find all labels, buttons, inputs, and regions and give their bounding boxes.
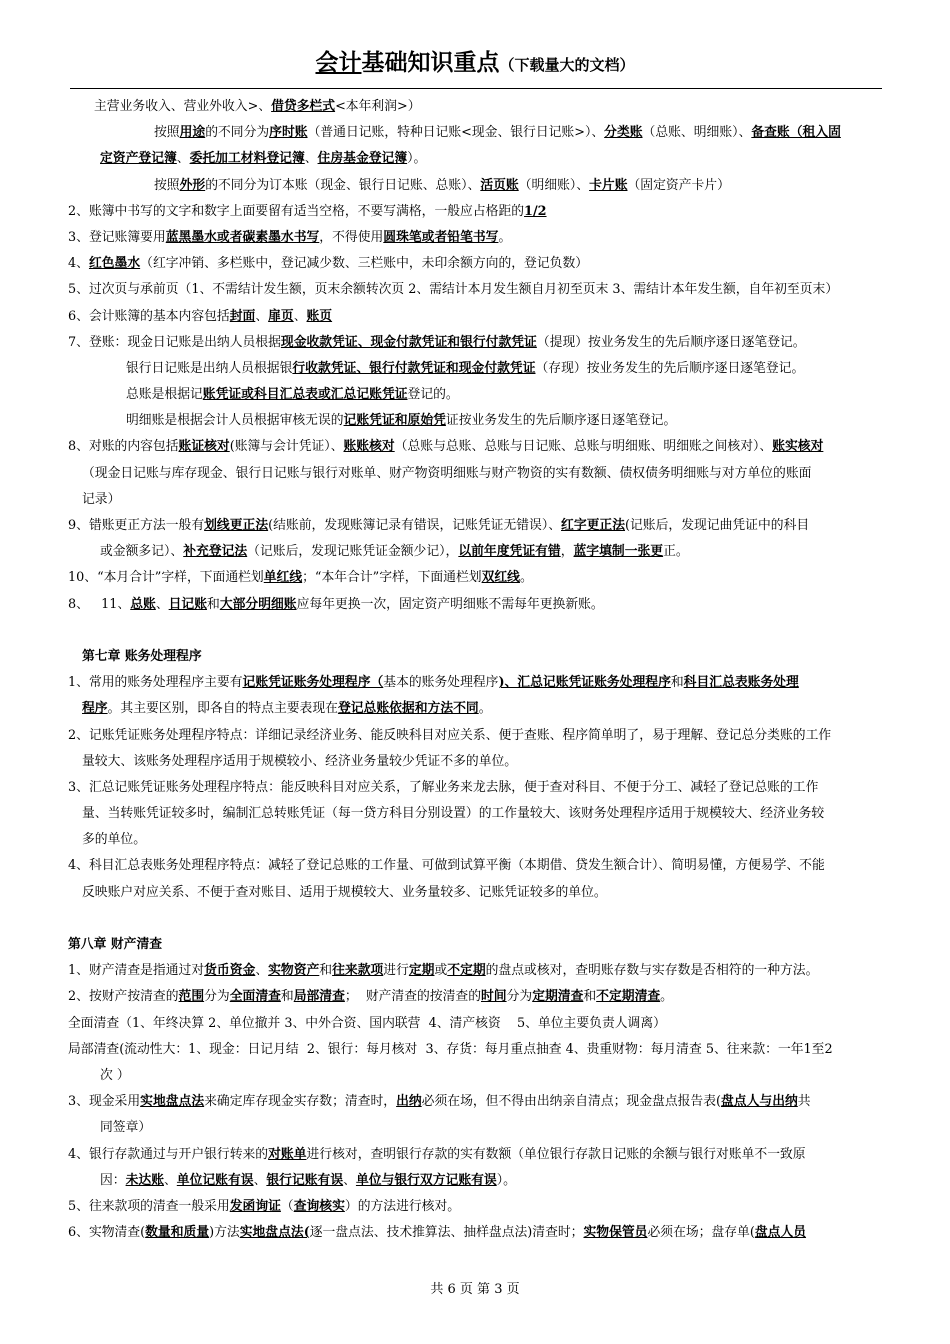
text-line: 5、往来款项的清查一般采用发函询证（查询核实）的方法进行核对。 — [68, 1198, 461, 1214]
text-line: 8、对账的内容包括账证核对(账簿与会计凭证）、账账核对（总账与总账、总账与日记账、总账与明细账、明细账之间核对）、账实核对 — [68, 439, 824, 455]
text-line: 反映账户对应关系、不便于查对账目、适用于规模较大、业务量较多、记账凭证较多的单位。 — [82, 884, 607, 900]
text-line: 4、红色墨水（红字冲销、多栏账中，登记减少数、三栏账中，未印余额方向的，登记负数） — [68, 256, 589, 272]
text-line: 或金额多记）、补充登记法（记账后，发现记账凭证金额少记），以前年度凭证有错，蓝字填制一张更正。 — [100, 544, 689, 560]
page-header — [0, 44, 950, 77]
text-line: 3、现金采用实地盘点法来确定库存现金实存数；清查时，出纳必须在场，但不得由出纳亲自清点；现金盘点报告表(盘点人与出纳共 — [68, 1094, 811, 1110]
page-subtitle: （下载量大的文档） — [499, 56, 635, 74]
text-line: 2、记账凭证账务处理程序特点：详细记录经济业务、能反映科目对应关系、便于查账、程序简单明了，易于理解、登记总分类账的工作 — [68, 727, 832, 743]
text-line: 6、实物清查(数量和质量)方法实地盘点法(逐一盘点法、技术推算法、抽样盘点法)清查时；实物保管员必须在场；盘存单(盘点人员 — [68, 1225, 807, 1241]
text-line: （现金日记账与库存现金、银行日记账与银行对账单、财产物资明细账与财产物资的实有数额、债权债务明细账与对方单位的账面 — [82, 465, 812, 481]
text-line: 按照外形的不同分为订本账（现金、银行日记账、总账）、活页账（明细账）、卡片账（固定资产卡片） — [154, 177, 730, 193]
text-line: 1、常用的账务处理程序主要有记账凭证账务处理程序（基本的账务处理程序)、汇总记账凭证账务处理程序和科目汇总表账务处理 — [68, 675, 799, 691]
title-underlined-part: 会计 — [315, 50, 362, 76]
page-title — [315, 50, 499, 76]
text-line: 4、银行存款通过与开户银行转来的对账单进行核对，查明银行存款的实有数额（单位银行存款日记账的余额与银行对账单不一致原 — [68, 1146, 806, 1162]
text-line: 总账是根据记账凭证或科目汇总表或汇总记账凭证登记的。 — [126, 387, 459, 403]
text-line: 明细账是根据会计人员根据审核无误的记账凭证和原始凭证按业务发生的先后顺序逐日逐笔登记。 — [126, 413, 677, 429]
text-line: 4、科目汇总表账务处理程序特点：减轻了登记总账的工作量、可做到试算平衡（本期借、贷发生额合计）、简明易懂，方便易学、不能 — [68, 858, 825, 874]
text-line: 3、登记账簿要用蓝黑墨水或者碳素墨水书写，不得使用圆珠笔或者铅笔书写。 — [68, 229, 512, 245]
blank-line — [68, 906, 884, 932]
text-line: 量、当转账凭证较多时，编制汇总转账凭证（每一贷方科目分别设置）的工作量较大、该财务处理程序适用于规模较大、经济业务较 — [82, 806, 825, 822]
text-line: 程序。其主要区别，即各自的特点主要表现在登记总账依据和方法不同。 — [82, 701, 492, 717]
text-line: 银行日记账是出纳人员根据银行收款凭证、银行付款凭证和现金付款凭证（存现）按业务发生的先后顺序逐日逐笔登记。 — [126, 360, 805, 376]
text-line: 2、按财产按清查的范围分为全面清查和局部清查； 财产清查的按清查的时间分为定期清查和不定期清查。 — [68, 989, 673, 1005]
text-line: 3、汇总记账凭证账务处理程序特点：能反映科目对应关系，了解业务来龙去脉，便于查对科目、不便于分工、减轻了登记总账的工作 — [68, 779, 819, 795]
text-line: 全面清查（1、年终决算 2、单位撤并 3、中外合资、国内联营 4、清产核资 5、单位主要负责人调离） — [68, 1015, 666, 1031]
text-line: 定资产登记簿、委托加工材料登记簿、住房基金登记簿）。 — [100, 151, 427, 167]
text-line: 10、“本月合计”字样，下面通栏划单红线；“本年合计”字样，下面通栏划双红线。 — [68, 570, 533, 586]
text-line: 8、 11、总账、日记账和大部分明细账应每年更换一次，固定资产明细账不需每年更换新账。 — [68, 596, 604, 612]
text-line: 9、错账更正方法一般有划线更正法(结账前，发现账簿记录有错误，记账凭证无错误）、红字更正法(记账后，发现记曲凭证中的科目 — [68, 518, 810, 533]
text-line: 量较大、该账务处理程序适用于规模较小、经济业务量较少凭证不多的单位。 — [82, 753, 518, 769]
text-line: 多的单位。 — [82, 832, 146, 848]
blank-line — [68, 618, 884, 644]
text-line: 同签章） — [100, 1120, 152, 1136]
text-line: 6、会计账簿的基本内容包括封面、扉页、账页 — [68, 308, 333, 324]
text-line: 次 ） — [100, 1067, 130, 1083]
text-line: 5、过次页与承前页（1、不需结计发生额，页末余额转次页 2、需结计本月发生额自月初至页末 3、需结计本年发生额，自年初至页末） — [68, 282, 839, 298]
text-line: 1、财产清查是指通过对货币资金、实物资产和往来款项进行定期或不定期的盘点或核对，查明账存数与实存数是否相符的一种方法。 — [68, 963, 819, 979]
title-rest: 基础知识重点 — [361, 50, 500, 76]
text-line: 7、登账：现金日记账是出纳人员根据现金收款凭证、现金付款凭证和银行付款凭证（提现）按业务发生的先后顺序逐日逐笔登记。 — [68, 334, 806, 350]
document-body — [68, 94, 884, 1246]
text-line: 第八章 财产清查 — [68, 937, 163, 952]
text-line: 2、账簿中书写的文字和数字上面要留有适当空格，不要写满格，一般应占格距的1/2 — [68, 203, 547, 219]
text-line: 第七章 账务处理程序 — [82, 648, 202, 664]
text-line: 局部清查(流动性大：1、现金：日记月结 2、银行：每月核对 3、存货：每月重点抽查 4、贵重财物：每月清查 5、往来款：一年1至2 — [68, 1041, 833, 1057]
text-line: 因：未达账、单位记账有误、银行记账有误、单位与银行双方记账有误）。 — [100, 1172, 516, 1188]
text-line: 主营业务收入、营业外收入>、借贷多栏式<本年利润>） — [94, 99, 421, 114]
text-line: 按照用途的不同分为序时账（普通日记账，特种日记账<现金、银行日记账>）、分类账（总账、明细账）、备查账（租入固 — [154, 125, 841, 141]
page-footer: 共 6 页 第 3 页 — [430, 1282, 520, 1297]
header-rule — [70, 88, 882, 89]
text-line: 记录） — [82, 491, 121, 507]
